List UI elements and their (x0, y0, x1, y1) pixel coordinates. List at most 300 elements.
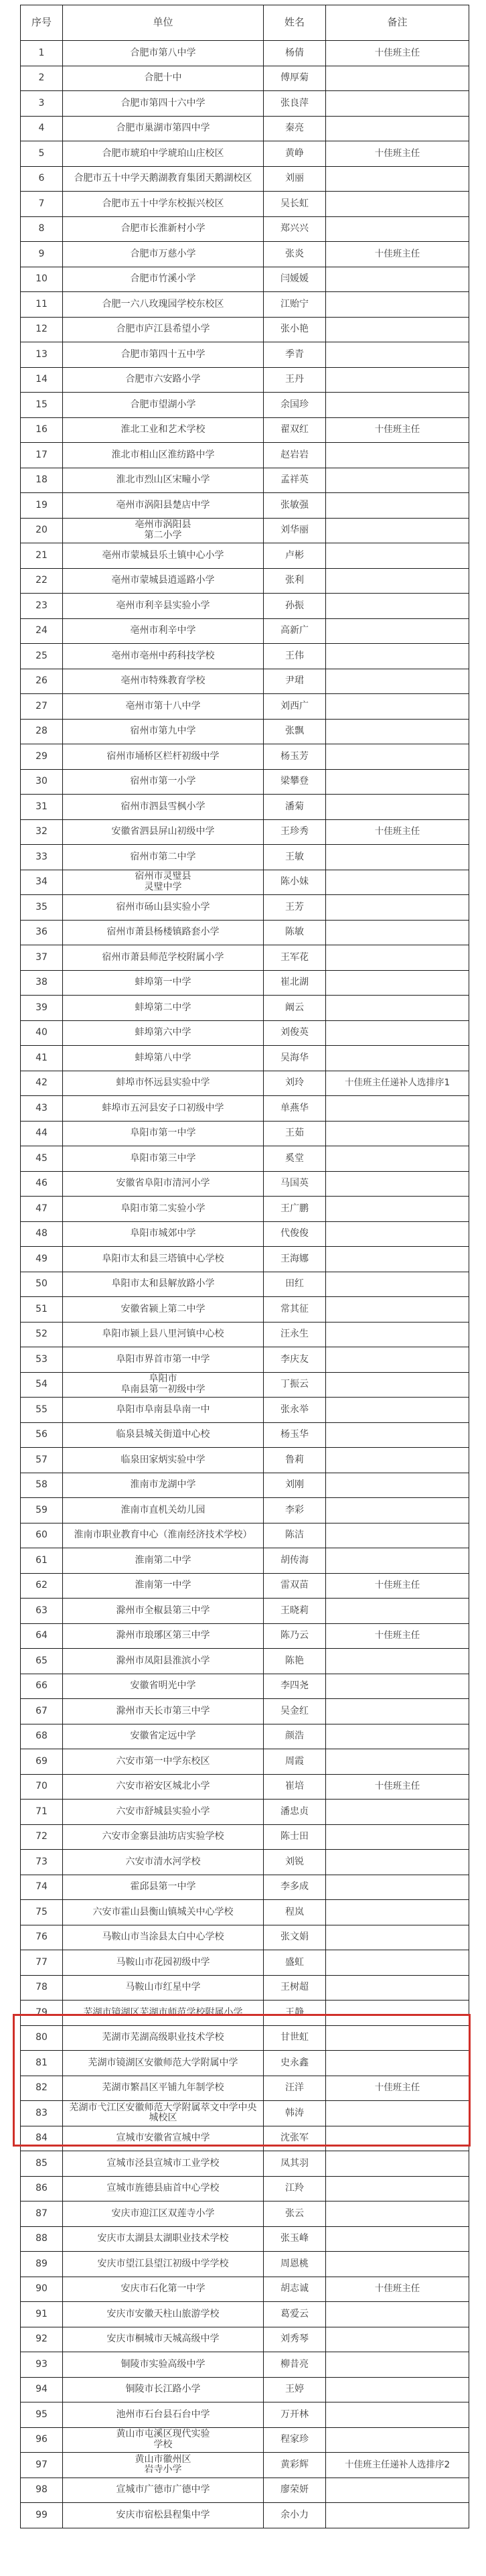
cell-note (326, 1749, 469, 1775)
cell-unit (63, 845, 264, 870)
cell-unit (63, 1398, 264, 1423)
cell-no: 70 (21, 1774, 63, 1800)
unit-text: 蚌埠第一中学 (135, 977, 191, 988)
cell-name: 刘玲 (264, 1071, 326, 1096)
table-row (21, 116, 469, 141)
cell-no: 84 (21, 2126, 63, 2151)
cell-name: 胡志诚 (264, 2277, 326, 2302)
cell-no: 57 (21, 1448, 63, 1473)
cell-name: 王军花 (264, 945, 326, 971)
table-row (21, 870, 469, 895)
cell-unit (63, 1146, 264, 1172)
cell-no: 48 (21, 1221, 63, 1247)
cell-unit (63, 2001, 264, 2026)
cell-note (326, 819, 469, 845)
cell-unit (63, 1699, 264, 1724)
cell-note (326, 192, 469, 217)
cell-name: 陈士田 (264, 1824, 326, 1850)
cell-note (326, 744, 469, 770)
cell-note (326, 543, 469, 569)
unit-text: 阜阳市颍上县八里河镇中心校 (102, 1329, 224, 1339)
cell-unit (63, 66, 264, 91)
cell-no: 34 (21, 870, 63, 895)
cell-name: 黄彩辉 (264, 2453, 326, 2478)
table-row (21, 2201, 469, 2227)
table-row (21, 242, 469, 267)
cell-unit (63, 1523, 264, 1548)
cell-unit (63, 1850, 264, 1875)
unit-text: 合肥市万慈小学 (130, 248, 196, 259)
cell-name: 王海娜 (264, 1247, 326, 1272)
cell-unit (63, 744, 264, 770)
cell-note (326, 2302, 469, 2327)
cell-name: 沈张军 (264, 2126, 326, 2151)
cell-no: 28 (21, 719, 63, 744)
cell-unit (63, 1347, 264, 1373)
cell-name: 颜浩 (264, 1724, 326, 1749)
table-row (21, 1950, 469, 1976)
cell-note (326, 2226, 469, 2252)
cell-no: 81 (21, 2051, 63, 2076)
cell-note (326, 1272, 469, 1297)
cell-note (326, 342, 469, 368)
cell-no: 74 (21, 1875, 63, 1900)
cell-no: 72 (21, 1824, 63, 1850)
note-text: 十佳班主任 (374, 826, 420, 837)
cell-name: 张小艳 (264, 317, 326, 342)
table-row (21, 1272, 469, 1297)
unit-text: 亳州市利辛中学 (130, 625, 196, 636)
cell-unit (63, 1272, 264, 1297)
cell-note (326, 91, 469, 117)
table-row (21, 2427, 469, 2453)
cell-name: 代俊俊 (264, 1221, 326, 1247)
cell-no: 11 (21, 292, 63, 318)
cell-unit (63, 1774, 264, 1800)
cell-unit (63, 1548, 264, 1574)
cell-no: 62 (21, 1573, 63, 1599)
cell-name: 潘菊 (264, 795, 326, 820)
cell-unit (63, 2076, 264, 2101)
unit-text: 阜阳市界首市第一中学 (116, 1353, 210, 1365)
cell-name: 秦亮 (264, 116, 326, 141)
cell-no: 91 (21, 2302, 63, 2327)
table-row (21, 694, 469, 720)
cell-no: 21 (21, 543, 63, 569)
cell-note (326, 1925, 469, 1950)
cell-unit (63, 1071, 264, 1096)
table-row (21, 493, 469, 519)
cell-name: 张永举 (264, 1398, 326, 1423)
table-row (21, 895, 469, 921)
cell-name: 常其征 (264, 1297, 326, 1323)
cell-no: 88 (21, 2226, 63, 2252)
note-text: 十佳班主任 (374, 47, 420, 58)
unit-text: 淮南第二中学 (135, 1554, 191, 1566)
cell-no: 93 (21, 2352, 63, 2378)
cell-unit (63, 1322, 264, 1347)
cell-unit (63, 141, 264, 167)
cell-name: 汪永生 (264, 1322, 326, 1347)
cell-unit (63, 568, 264, 594)
cell-name: 刘秀琴 (264, 2327, 326, 2352)
table-row (21, 443, 469, 468)
cell-no: 52 (21, 1322, 63, 1347)
cell-name: 阚云 (264, 996, 326, 1021)
cell-no: 78 (21, 1975, 63, 2001)
unit-text: 合肥市望湖小学 (130, 399, 196, 410)
cell-note (326, 2025, 469, 2051)
cell-unit (63, 1950, 264, 1976)
unit-text: 芜湖市繁昌区平铺九年制学校 (102, 2082, 224, 2093)
unit-text: 合肥十中 (144, 72, 182, 83)
table-row (21, 945, 469, 971)
cell-name: 单燕华 (264, 1096, 326, 1122)
cell-no: 19 (21, 493, 63, 519)
unit-text: 六安市第一中学东校区 (116, 1755, 210, 1767)
cell-name: 马国英 (264, 1171, 326, 1197)
cell-no: 73 (21, 1850, 63, 1875)
cell-note (326, 1523, 469, 1548)
cell-name: 江贻宁 (264, 292, 326, 318)
unit-text: 铜陵市长江路小学 (125, 2384, 201, 2394)
cell-name: 张炎 (264, 242, 326, 267)
cell-note (326, 1247, 469, 1272)
note-text: 十佳班主任 (374, 424, 420, 435)
cell-note (326, 443, 469, 468)
table-row (21, 292, 469, 318)
cell-name: 王婷 (264, 2377, 326, 2402)
cell-note (326, 2377, 469, 2402)
cell-no: 43 (21, 1096, 63, 1122)
cell-note (326, 393, 469, 418)
cell-no: 2 (21, 66, 63, 91)
unit-text: 马鞍山市花园初级中学 (116, 1956, 210, 1968)
note-text: 十佳班主任 (374, 1630, 420, 1641)
table-row (21, 2252, 469, 2277)
award-roster-table (20, 5, 469, 2528)
table-row (21, 568, 469, 594)
cell-name: 余小力 (264, 2503, 326, 2528)
table-row (21, 91, 469, 117)
cell-name: 陈小妹 (264, 870, 326, 895)
table-row (21, 1774, 469, 1800)
table-row (21, 2327, 469, 2352)
unit-text: 滁州市全椒县第三中学 (116, 1605, 210, 1616)
cell-unit (63, 1900, 264, 1925)
table-row (21, 618, 469, 644)
cell-unit (63, 996, 264, 1021)
cell-note (326, 1975, 469, 2001)
cell-name: 凤其羽 (264, 2151, 326, 2177)
cell-unit (63, 920, 264, 945)
table-row (21, 970, 469, 996)
cell-no: 22 (21, 568, 63, 594)
cell-unit (63, 543, 264, 569)
cell-no: 49 (21, 1247, 63, 1272)
unit-text: 六安市裕安区城北小学 (116, 1781, 210, 1791)
cell-name: 刘刚 (264, 1473, 326, 1498)
unit-text: 宿州市第二中学 (130, 851, 196, 862)
table-row (21, 1121, 469, 1146)
unit-text: 亳州市亳州中药科技学校 (111, 650, 215, 661)
cell-no: 6 (21, 166, 63, 192)
cell-note (326, 1774, 469, 1800)
table-row (21, 594, 469, 619)
cell-name: 崔北湖 (264, 970, 326, 996)
cell-note (326, 1020, 469, 1046)
unit-text: 滁州市凤阳县淮滨小学 (116, 1655, 210, 1666)
cell-note (326, 493, 469, 519)
table-row (21, 66, 469, 91)
table-row (21, 2352, 469, 2378)
cell-name: 柳昔亮 (264, 2352, 326, 2378)
unit-text: 芜湖市镜湖区安徽师范大学附属中学 (88, 2057, 238, 2068)
cell-name: 李庆友 (264, 1347, 326, 1373)
table-row (21, 2176, 469, 2201)
cell-name: 潘忠贞 (264, 1800, 326, 1825)
cell-unit (63, 41, 264, 66)
cell-unit (63, 1020, 264, 1046)
cell-note (326, 1322, 469, 1347)
cell-no: 7 (21, 192, 63, 217)
note-text: 十佳班主任 (374, 2283, 420, 2294)
table-row (21, 2076, 469, 2101)
cell-name: 江羚 (264, 2176, 326, 2201)
cell-unit (63, 1875, 264, 1900)
note-text: 十佳班主任 (374, 2082, 420, 2093)
table-row (21, 1322, 469, 1347)
cell-note (326, 2402, 469, 2428)
unit-text: 宿州市萧县师范学校附属小学 (102, 951, 224, 963)
cell-unit (63, 267, 264, 292)
cell-name: 陈乃云 (264, 1623, 326, 1649)
cell-no: 83 (21, 2101, 63, 2126)
table-row (21, 1071, 469, 1096)
table-row (21, 1649, 469, 1674)
unit-text: 临泉县城关街道中心校 (116, 1429, 210, 1440)
cell-note (326, 2076, 469, 2101)
cell-no: 56 (21, 1422, 63, 1448)
cell-note (326, 1146, 469, 1172)
table-row (21, 518, 469, 543)
unit-text: 阜阳市太和县三塔镇中心学校 (102, 1253, 224, 1264)
unit-text: 六安市金寨县油坊店实验学校 (102, 1831, 224, 1842)
table-row (21, 2151, 469, 2177)
cell-no: 86 (21, 2176, 63, 2201)
cell-note (326, 367, 469, 393)
cell-note (326, 2453, 469, 2478)
cell-name: 孙振 (264, 594, 326, 619)
cell-unit (63, 1096, 264, 1122)
unit-text: 宣城市旌德县庙首中心学校 (106, 2183, 220, 2193)
unit-text: 六安市霍山县衡山镇城关中心学校 (92, 1906, 234, 1917)
cell-name: 傅厚菊 (264, 66, 326, 91)
cell-note (326, 694, 469, 720)
cell-note (326, 1372, 469, 1398)
cell-unit (63, 417, 264, 443)
unit-text: 宿州市砀山县实验小学 (116, 901, 210, 912)
table-row (21, 1398, 469, 1423)
cell-note (326, 870, 469, 895)
cell-note (326, 317, 469, 342)
cell-note (326, 1699, 469, 1724)
cell-note (326, 1121, 469, 1146)
cell-name: 刘丽 (264, 166, 326, 192)
cell-no: 95 (21, 2402, 63, 2428)
table-row (21, 644, 469, 669)
cell-note (326, 1875, 469, 1900)
unit-text: 铜陵市实验高级中学 (120, 2358, 206, 2370)
table-row (21, 2126, 469, 2151)
cell-no: 60 (21, 1523, 63, 1548)
cell-no: 31 (21, 795, 63, 820)
note-text: 十佳班主任递补人选排序1 (344, 1077, 451, 1088)
cell-no: 8 (21, 216, 63, 242)
unit-text: 淮北市相山区淮纺路中学 (111, 449, 215, 460)
cell-no: 24 (21, 618, 63, 644)
cell-name: 张飘 (264, 719, 326, 744)
cell-note (326, 2001, 469, 2026)
unit-text: 蚌埠市怀远县实验中学 (116, 1077, 210, 1088)
cell-no: 50 (21, 1272, 63, 1297)
table-row (21, 1221, 469, 1247)
cell-name: 闫媛媛 (264, 267, 326, 292)
cell-note (326, 594, 469, 619)
cell-no: 23 (21, 594, 63, 619)
unit-text: 合肥市琥珀中学琥珀山庄校区 (102, 147, 224, 159)
cell-unit (63, 2302, 264, 2327)
table-row (21, 393, 469, 418)
cell-note (326, 2176, 469, 2201)
cell-name: 田红 (264, 1272, 326, 1297)
cell-note (326, 267, 469, 292)
cell-note (326, 895, 469, 921)
unit-text: 安庆市桐城市天城高级中学 (106, 2333, 220, 2344)
cell-no: 29 (21, 744, 63, 770)
cell-note (326, 1800, 469, 1825)
unit-text: 阜阳市城郊中学 (130, 1228, 196, 1239)
cell-unit (63, 1599, 264, 1624)
cell-no: 55 (21, 1398, 63, 1423)
cell-name: 杨玉华 (264, 1422, 326, 1448)
cell-no: 5 (21, 141, 63, 167)
cell-unit (63, 970, 264, 996)
cell-no: 79 (21, 2001, 63, 2026)
table-row (21, 1900, 469, 1925)
table-row (21, 920, 469, 945)
cell-note (326, 1473, 469, 1498)
cell-note (326, 618, 469, 644)
cell-no: 36 (21, 920, 63, 945)
cell-name: 廖荣妍 (264, 2478, 326, 2503)
cell-name: 鲁莉 (264, 1448, 326, 1473)
table-row (21, 1046, 469, 1071)
unit-text: 黄山市徽州区 岩寺小学 (135, 2453, 191, 2476)
cell-name: 王敏 (264, 845, 326, 870)
table-row (21, 543, 469, 569)
cell-unit (63, 2478, 264, 2503)
cell-unit (63, 719, 264, 744)
cell-no: 30 (21, 769, 63, 795)
cell-unit (63, 1221, 264, 1247)
cell-unit (63, 2025, 264, 2051)
cell-unit (63, 1975, 264, 2001)
cell-unit (63, 870, 264, 895)
cell-note (326, 1046, 469, 1071)
cell-note (326, 41, 469, 66)
cell-note (326, 2478, 469, 2503)
table-row (21, 41, 469, 66)
cell-name: 刘俊英 (264, 1020, 326, 1046)
note-text: 十佳班主任递补人选排序2 (344, 2459, 451, 2470)
cell-no: 85 (21, 2151, 63, 2177)
unit-text: 蚌埠市五河县安子口初级中学 (102, 1102, 224, 1113)
cell-note (326, 2277, 469, 2302)
cell-note (326, 141, 469, 167)
table-row (21, 342, 469, 368)
unit-text: 六安市清水河学校 (125, 1856, 201, 1867)
cell-unit (63, 1247, 264, 1272)
cell-note (326, 292, 469, 318)
cell-unit (63, 518, 264, 543)
cell-name: 王广鹏 (264, 1197, 326, 1222)
cell-name: 葛爱云 (264, 2302, 326, 2327)
cell-note (326, 2151, 469, 2177)
cell-unit (63, 468, 264, 493)
cell-note (326, 417, 469, 443)
cell-note (326, 2051, 469, 2076)
table-row (21, 1020, 469, 1046)
unit-text: 合肥市竹溪小学 (130, 273, 196, 284)
unit-text: 宣城市广德市广德中学 (116, 2484, 210, 2495)
cell-name: 王伟 (264, 644, 326, 669)
table-row (21, 1573, 469, 1599)
cell-note (326, 1498, 469, 1523)
unit-text: 安徽省颍上第二中学 (120, 1303, 206, 1314)
cell-no: 37 (21, 945, 63, 971)
table-row (21, 1523, 469, 1548)
cell-no: 20 (21, 518, 63, 543)
cell-name: 刘西广 (264, 694, 326, 720)
table-row (21, 2101, 469, 2126)
unit-text: 淮北工业和艺术学校 (120, 424, 206, 435)
cell-unit (63, 216, 264, 242)
table-row (21, 1297, 469, 1323)
cell-no: 94 (21, 2377, 63, 2402)
cell-name: 崔培 (264, 1774, 326, 1800)
column-header-no: 序号 (21, 5, 63, 41)
cell-no: 44 (21, 1121, 63, 1146)
cell-unit (63, 2327, 264, 2352)
cell-name: 程家珍 (264, 2427, 326, 2453)
unit-text: 阜阳市第二实验小学 (120, 1203, 206, 1214)
cell-unit (63, 1297, 264, 1323)
unit-text: 滁州市天长市第三中学 (116, 1705, 210, 1716)
note-text: 十佳班主任 (374, 1781, 420, 1791)
unit-text: 宿州市萧县杨楼镇路套小学 (106, 927, 220, 937)
table-row (21, 669, 469, 694)
table-row (21, 1724, 469, 1749)
cell-name: 余国珍 (264, 393, 326, 418)
cell-name: 奚堂 (264, 1146, 326, 1172)
cell-unit (63, 1724, 264, 1749)
cell-note (326, 1297, 469, 1323)
table-row (21, 2051, 469, 2076)
table-row (21, 1749, 469, 1775)
unit-text: 蚌埠第六中学 (135, 1027, 191, 1038)
cell-no: 64 (21, 1623, 63, 1649)
